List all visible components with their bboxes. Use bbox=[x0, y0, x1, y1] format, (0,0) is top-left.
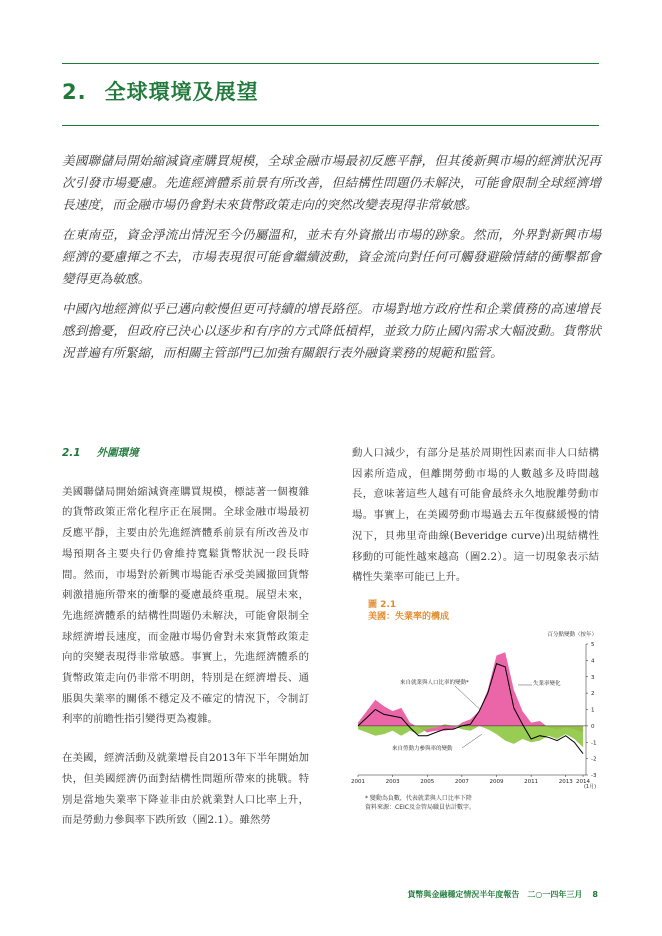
x-tick-label: 2014 bbox=[576, 779, 591, 785]
y-tick-label: 1 bbox=[591, 707, 595, 714]
left-column bbox=[62, 443, 309, 849]
y-tick-label: 4 bbox=[591, 658, 595, 665]
subsection-number: 2.1 bbox=[62, 447, 81, 459]
body-paragraph: 美國聯儲局開始縮減資產購買規模，標誌著一個複雜的貨幣政策正常化程序正在展開。全球金融市場最初反應平靜，主要由於先進經濟體系前景有所改善及市場預期各主要央行仍會維持寬鬆貨幣狀況一段長時間。然而，市場對於新興市場能否承受美國撤回貨幣刺激措施所帶來的衝擊的憂慮最終重現。展望未來，先進經濟體系的結構性問題仍未解決，可能會限制全球經濟增長速度，而金融市場仍會對未來貨幣政策走向的突變表現得非常敏感。事實上，先進經濟體系的貨幣政策走向仍非常不明朗，特別是在經濟增長、通脹與失業率的關係不穩定及不確定的情況下，令制訂利率的前瞻性指引變得更為複雜。 bbox=[62, 485, 309, 726]
x-tick-label: 2005 bbox=[420, 779, 435, 785]
plot-area bbox=[358, 652, 586, 754]
x-note: (1月) bbox=[583, 784, 597, 790]
legend-pointer bbox=[455, 686, 480, 710]
y-tick-label: 5 bbox=[591, 642, 595, 648]
legend-pointer bbox=[462, 734, 482, 748]
right-column bbox=[352, 443, 599, 606]
body-paragraph: 動人口減少，有部分是基於周期性因素而非人口結構因素所造成，但離開勞動市場的人數越多及時間越長，意味著這些人越有可能會最終永久地脫離勞動市場。事實上，在美國勞動市場過去五年復蘇緩慢的情況下，貝弗里奇曲線(Beveridge curve)出現結構性移動的可能性越來越高（圖2.2）。這一切現象表示結構性失業率可能已上升。 bbox=[352, 447, 599, 584]
unemployment-chart bbox=[350, 628, 600, 794]
section-number: 2. bbox=[62, 80, 87, 104]
figure-caption bbox=[368, 599, 449, 623]
x-tick-label: 2001 bbox=[351, 779, 365, 785]
legend-emp-pop: 來自就業與人口比率的變動* bbox=[400, 680, 469, 686]
top-rule bbox=[62, 63, 599, 64]
x-tick-label: 2003 bbox=[385, 779, 400, 785]
intro-paragraph: 在東南亞，資金淨流出情況至今仍屬溫和，並未有外資撤出市場的跡象。然而，外界對新興市場經濟的憂慮揮之不去，市場表現很可能會繼續波動，資金流向對任何可觸發避險情緒的衝擊都會變得更為敏感。 bbox=[62, 227, 601, 286]
page-number: 8 bbox=[592, 890, 598, 899]
subsection-heading bbox=[62, 443, 309, 464]
legend-lfpr: 來自勞動力參與率的變動 bbox=[392, 746, 453, 752]
intro-paragraph: 中國內地經濟似乎已邁向較慢但更可持續的增長路徑。市場對地方政府性和企業債務的高速增長感到擔憂，但政府已決心以逐步和有序的方式降低槓桿，並致力防止國內需求大幅波動。貨幣狀況普遍有所緊縮，而相關主管部門已加強有關銀行表外融資業務的規範和監管。 bbox=[62, 301, 601, 360]
page-footer bbox=[407, 889, 598, 900]
area-emp-pop bbox=[358, 652, 583, 732]
intro-paragraph: 美國聯儲局開始縮減資產購買規模，全球金融市場最初反應平靜，但其後新興市場的經濟狀況再次引發市場憂慮。先進經濟體系前景有所改善，但結構性問題仍未解決，可能會限制全球經濟增長速度，而金融市場仍會對未來貨幣政策走向的突然改變表現得非常敏感。 bbox=[62, 153, 601, 212]
intro-paragraphs bbox=[62, 150, 601, 372]
y-tick-label: 0 bbox=[591, 723, 595, 730]
figure-title: 美國：失業率的構成 bbox=[368, 612, 450, 622]
x-tick-label: 2009 bbox=[489, 779, 504, 785]
x-tick-label: 2007 bbox=[454, 779, 469, 785]
figure-notes bbox=[365, 794, 475, 812]
y-axis bbox=[586, 642, 597, 779]
x-axis bbox=[351, 775, 591, 785]
y-tick-label: 3 bbox=[591, 674, 595, 681]
figure-number: 圖 2.1 bbox=[368, 600, 397, 610]
y-tick-label: -3 bbox=[591, 773, 597, 779]
section-title-text: 全球環境及展望 bbox=[104, 80, 259, 104]
y-tick-label: -1 bbox=[591, 740, 597, 747]
area-lfpr bbox=[358, 724, 583, 747]
section-title bbox=[62, 76, 259, 106]
figure-note: * 變動為負數，代表就業與人口比率下降 bbox=[365, 795, 472, 802]
x-tick-label: 2013 bbox=[558, 779, 573, 785]
title-rule bbox=[62, 125, 599, 126]
footer-text: 貨幣與金融穩定情況半年度報告 二○一四年三月 bbox=[407, 890, 583, 899]
figure-source: 資料來源：CEIC及金管局職員估計數字。 bbox=[365, 804, 475, 811]
subsection-title: 外圍環境 bbox=[96, 447, 139, 459]
body-paragraph: 在美國，經濟活動及就業增長自2013年下半年開始加快，但美國經濟仍面對結構性問題所帶來的挑戰。特別是當地失業率下降並非由於就業對人口比率上升，而是勞動力參與率下跌所致（圖2.1）。雖然勞 bbox=[62, 752, 309, 827]
x-tick-label: 2011 bbox=[524, 779, 539, 785]
chart-unit-label: 百分點變動（按年） bbox=[547, 632, 597, 638]
legend-unemployment: 失業率變化 bbox=[533, 681, 561, 687]
line-unemployment bbox=[358, 664, 583, 754]
y-tick-label: 2 bbox=[591, 691, 595, 698]
y-tick-label: -2 bbox=[591, 756, 597, 763]
